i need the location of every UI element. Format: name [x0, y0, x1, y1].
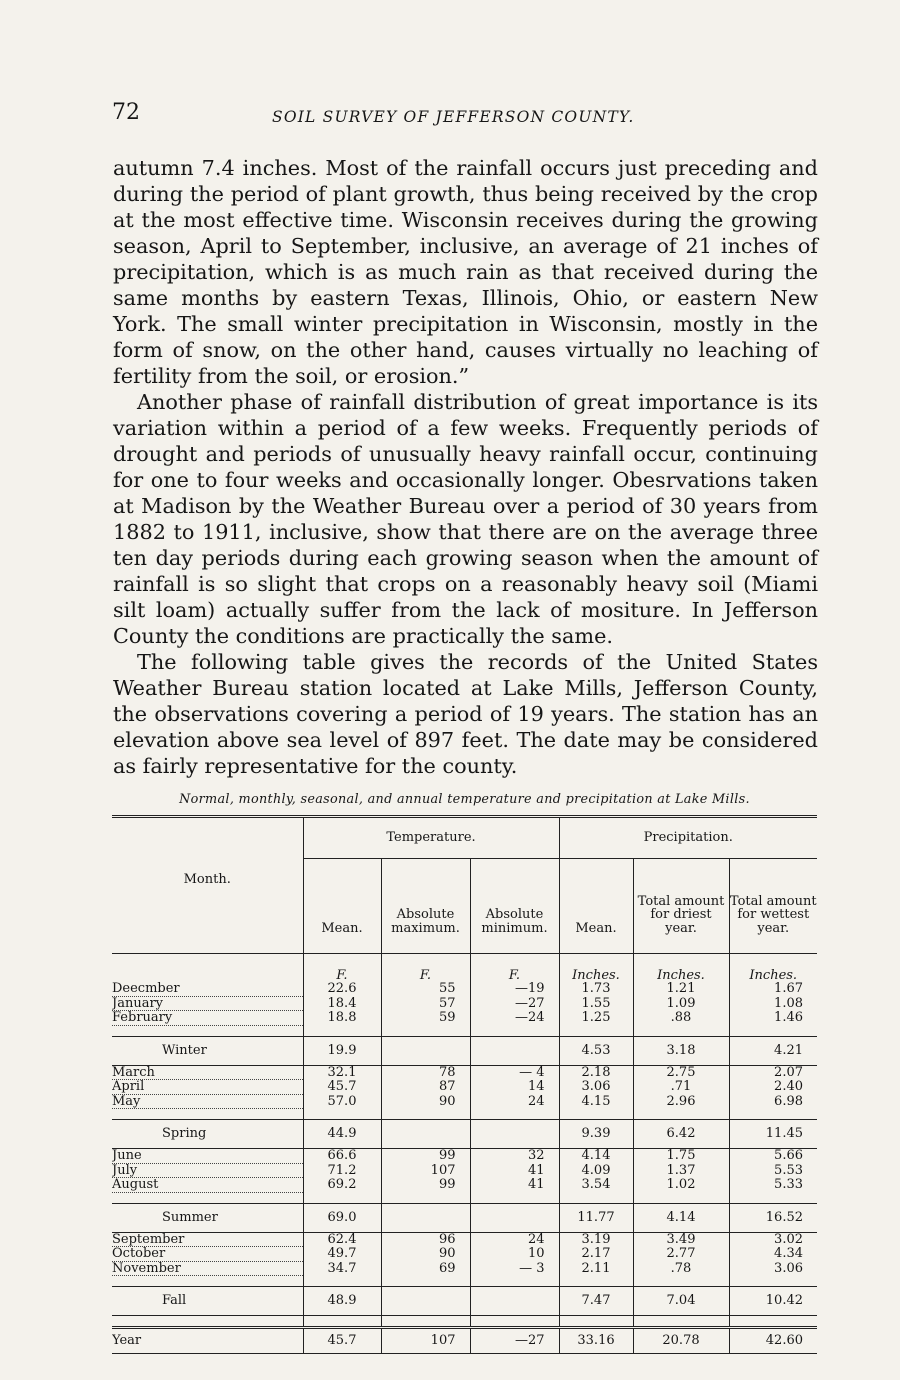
wettest-cell: 4.21 [729, 1036, 817, 1065]
driest-cell: 4.14 [633, 1203, 729, 1232]
month-label: June [112, 1149, 303, 1164]
precip-mean-cell: 4.09 [559, 1163, 633, 1178]
month-label: January [112, 996, 303, 1011]
temp-mean-cell: 44.9 [303, 1120, 381, 1149]
abs-min-cell: 41 [470, 1163, 559, 1178]
season-row [112, 1120, 817, 1149]
table-row [112, 1178, 817, 1193]
abs-max-cell: 99 [381, 1178, 470, 1193]
driest-cell: 1.75 [633, 1149, 729, 1164]
wettest-cell: 2.40 [729, 1080, 817, 1095]
abs-max-cell: 69 [381, 1261, 470, 1276]
temp-mean-cell: 69.0 [303, 1203, 381, 1232]
abs-min-cell: —19 [470, 982, 559, 996]
abs-min-cell: 41 [470, 1178, 559, 1193]
temp-mean-cell: 48.9 [303, 1287, 381, 1316]
table-row [112, 1232, 817, 1247]
driest-cell: 1.02 [633, 1178, 729, 1193]
temp-mean-cell: 45.7 [303, 1080, 381, 1095]
body-text [113, 155, 818, 779]
abs-max-cell: 99 [381, 1149, 470, 1164]
wettest-cell: 10.42 [729, 1287, 817, 1316]
wettest-cell: 3.02 [729, 1232, 817, 1247]
temp-mean-cell: 19.9 [303, 1036, 381, 1065]
season-row [112, 1036, 817, 1065]
wettest-cell: 1.08 [729, 996, 817, 1011]
abs-min-cell: —27 [470, 996, 559, 1011]
page-number: 72 [112, 100, 140, 125]
temp-mean-cell: 69.2 [303, 1178, 381, 1193]
col-wettest: Total amount for wettest year. [729, 859, 817, 954]
wettest-cell: 42.60 [729, 1328, 817, 1354]
driest-cell: .71 [633, 1080, 729, 1095]
precip-mean-cell: 11.77 [559, 1203, 633, 1232]
precip-mean-cell: 4.14 [559, 1149, 633, 1164]
table-row [112, 1011, 817, 1026]
driest-cell: 3.49 [633, 1232, 729, 1247]
running-title: SOIL SURVEY OF JEFFERSON COUNTY. [272, 108, 635, 126]
paragraph-2: Another phase of rainfall distribution of great importance is its variation within a period of a few weeks. Frequently periods of drought and periods of unusually heavy rainfall occur, continuing for one to four weeks and occasionally longer. Obesrvations taken at Madison by the Weather Bureau over a period of 30 years from 1882 to 1911, inclusive, show that there are on the average three ten day periods during each growing season when the amount of rainfall is so slight that crops on a reasonably heavy soil (Miami silt loam) actually suffer from the lack of mositure. In Jefferson County the conditions are practically the same. [113, 390, 818, 648]
climate-table [112, 815, 817, 1354]
unit-label: F. [303, 954, 381, 982]
month-label: July [112, 1163, 303, 1178]
table-row [112, 996, 817, 1011]
season-label: Summer [112, 1203, 303, 1232]
abs-max-cell: 57 [381, 996, 470, 1011]
month-label: May [112, 1094, 303, 1109]
temp-mean-cell: 34.7 [303, 1261, 381, 1276]
table-row [112, 1094, 817, 1109]
month-label: February [112, 1011, 303, 1026]
abs-max-cell: 107 [381, 1163, 470, 1178]
precip-mean-cell: 4.15 [559, 1094, 633, 1109]
driest-cell: .78 [633, 1261, 729, 1276]
temp-mean-cell: 66.6 [303, 1149, 381, 1164]
precip-mean-cell: 9.39 [559, 1120, 633, 1149]
table-row [112, 1080, 817, 1095]
table-row [112, 982, 817, 996]
driest-cell: 6.42 [633, 1120, 729, 1149]
precip-mean-cell: 2.17 [559, 1247, 633, 1262]
abs-max-cell: 90 [381, 1094, 470, 1109]
col-abs-min: Absolute minimum. [470, 859, 559, 954]
precip-mean-cell: 3.19 [559, 1232, 633, 1247]
month-label: Deecmber [112, 982, 303, 996]
unit-label: F. [381, 954, 470, 982]
wettest-cell: 2.07 [729, 1065, 817, 1080]
abs-max-cell: 59 [381, 1011, 470, 1026]
wettest-cell: 1.67 [729, 982, 817, 996]
unit-label: Inches. [633, 954, 729, 982]
temp-mean-cell: 57.0 [303, 1094, 381, 1109]
temperature-header: Temperature. [303, 818, 559, 859]
precip-mean-cell: 1.73 [559, 982, 633, 996]
paragraph-1: autumn 7.4 inches. Most of the rainfall occurs just preceding and during the period of plant growth, thus being received by the crop at the most effective time. Wisconsin receives during the growing season, April to September, inclusive, an average of 21 inches of precipitation, which is as much rain as that received during the same months by eastern Texas, Illinois, Ohio, or eastern New York. The small winter precipitation in Wisconsin, mostly in the form of snow, on the other hand, causes virtually no leaching of fertility from the soil, or erosion.” [113, 156, 818, 388]
table-row [112, 1065, 817, 1080]
precip-mean-cell: 3.06 [559, 1080, 633, 1095]
precip-mean-cell: 2.18 [559, 1065, 633, 1080]
wettest-cell: 5.66 [729, 1149, 817, 1164]
year-label: Year [112, 1328, 303, 1354]
abs-max-cell: 87 [381, 1080, 470, 1095]
table-row [112, 1149, 817, 1164]
precip-mean-cell: 1.55 [559, 996, 633, 1011]
abs-min-cell: 24 [470, 1232, 559, 1247]
temp-mean-cell: 45.7 [303, 1328, 381, 1354]
season-label: Spring [112, 1120, 303, 1149]
driest-cell: 1.37 [633, 1163, 729, 1178]
driest-cell: 2.77 [633, 1247, 729, 1262]
wettest-cell: 5.33 [729, 1178, 817, 1193]
wettest-cell: 1.46 [729, 1011, 817, 1026]
abs-max-cell: 107 [381, 1328, 470, 1354]
wettest-cell: 11.45 [729, 1120, 817, 1149]
col-precip-mean: Mean. [559, 859, 633, 954]
temp-mean-cell: 62.4 [303, 1232, 381, 1247]
table-row [112, 1261, 817, 1276]
abs-max-cell: 96 [381, 1232, 470, 1247]
year-row [112, 1328, 817, 1354]
precip-mean-cell: 1.25 [559, 1011, 633, 1026]
paragraph-3: The following table gives the records of the United States Weather Bureau station located at Lake Mills, Jefferson County, the observations covering a period of 19 years. The station has an elevation above sea level of 897 feet. The date may be considered as fairly representative for the county. [113, 650, 818, 778]
month-label: September [112, 1232, 303, 1247]
month-label: August [112, 1178, 303, 1193]
season-label: Fall [112, 1287, 303, 1316]
month-header: Month. [183, 872, 231, 887]
month-label: March [112, 1065, 303, 1080]
abs-min-cell: 24 [470, 1094, 559, 1109]
abs-min-cell: — 3 [470, 1261, 559, 1276]
month-label: April [112, 1080, 303, 1095]
col-temp-mean: Mean. [303, 859, 381, 954]
abs-min-cell: — 4 [470, 1065, 559, 1080]
table-row [112, 1247, 817, 1262]
driest-cell: 2.96 [633, 1094, 729, 1109]
season-row [112, 1287, 817, 1316]
driest-cell: 2.75 [633, 1065, 729, 1080]
season-label: Winter [112, 1036, 303, 1065]
abs-min-cell: —24 [470, 1011, 559, 1026]
col-driest: Total amount for driest year. [633, 859, 729, 954]
precip-mean-cell: 3.54 [559, 1178, 633, 1193]
abs-min-cell: 14 [470, 1080, 559, 1095]
wettest-cell: 5.53 [729, 1163, 817, 1178]
abs-min-cell: —27 [470, 1328, 559, 1354]
month-label: November [112, 1261, 303, 1276]
driest-cell: 20.78 [633, 1328, 729, 1354]
wettest-cell: 3.06 [729, 1261, 817, 1276]
temp-mean-cell: 18.4 [303, 996, 381, 1011]
table-row [112, 1163, 817, 1178]
driest-cell: .88 [633, 1011, 729, 1026]
season-row [112, 1203, 817, 1232]
temp-mean-cell: 18.8 [303, 1011, 381, 1026]
abs-max-cell: 55 [381, 982, 470, 996]
col-abs-max: Absolute maximum. [381, 859, 470, 954]
unit-label: Inches. [729, 954, 817, 982]
driest-cell: 7.04 [633, 1287, 729, 1316]
driest-cell: 3.18 [633, 1036, 729, 1065]
precip-mean-cell: 33.16 [559, 1328, 633, 1354]
table-caption: Normal, monthly, seasonal, and annual temperature and precipitation at Lake Mills. [179, 792, 750, 807]
abs-min-cell: 10 [470, 1247, 559, 1262]
unit-label: Inches. [559, 954, 633, 982]
driest-cell: 1.09 [633, 996, 729, 1011]
abs-max-cell: 90 [381, 1247, 470, 1262]
precip-mean-cell: 7.47 [559, 1287, 633, 1316]
month-label: October [112, 1247, 303, 1262]
temp-mean-cell: 22.6 [303, 982, 381, 996]
abs-min-cell: 32 [470, 1149, 559, 1164]
temp-mean-cell: 71.2 [303, 1163, 381, 1178]
precip-mean-cell: 2.11 [559, 1261, 633, 1276]
abs-max-cell: 78 [381, 1065, 470, 1080]
temp-mean-cell: 32.1 [303, 1065, 381, 1080]
wettest-cell: 16.52 [729, 1203, 817, 1232]
driest-cell: 1.21 [633, 982, 729, 996]
wettest-cell: 6.98 [729, 1094, 817, 1109]
temp-mean-cell: 49.7 [303, 1247, 381, 1262]
unit-label: F. [470, 954, 559, 982]
precip-mean-cell: 4.53 [559, 1036, 633, 1065]
wettest-cell: 4.34 [729, 1247, 817, 1262]
precipitation-header: Precipitation. [559, 818, 817, 859]
